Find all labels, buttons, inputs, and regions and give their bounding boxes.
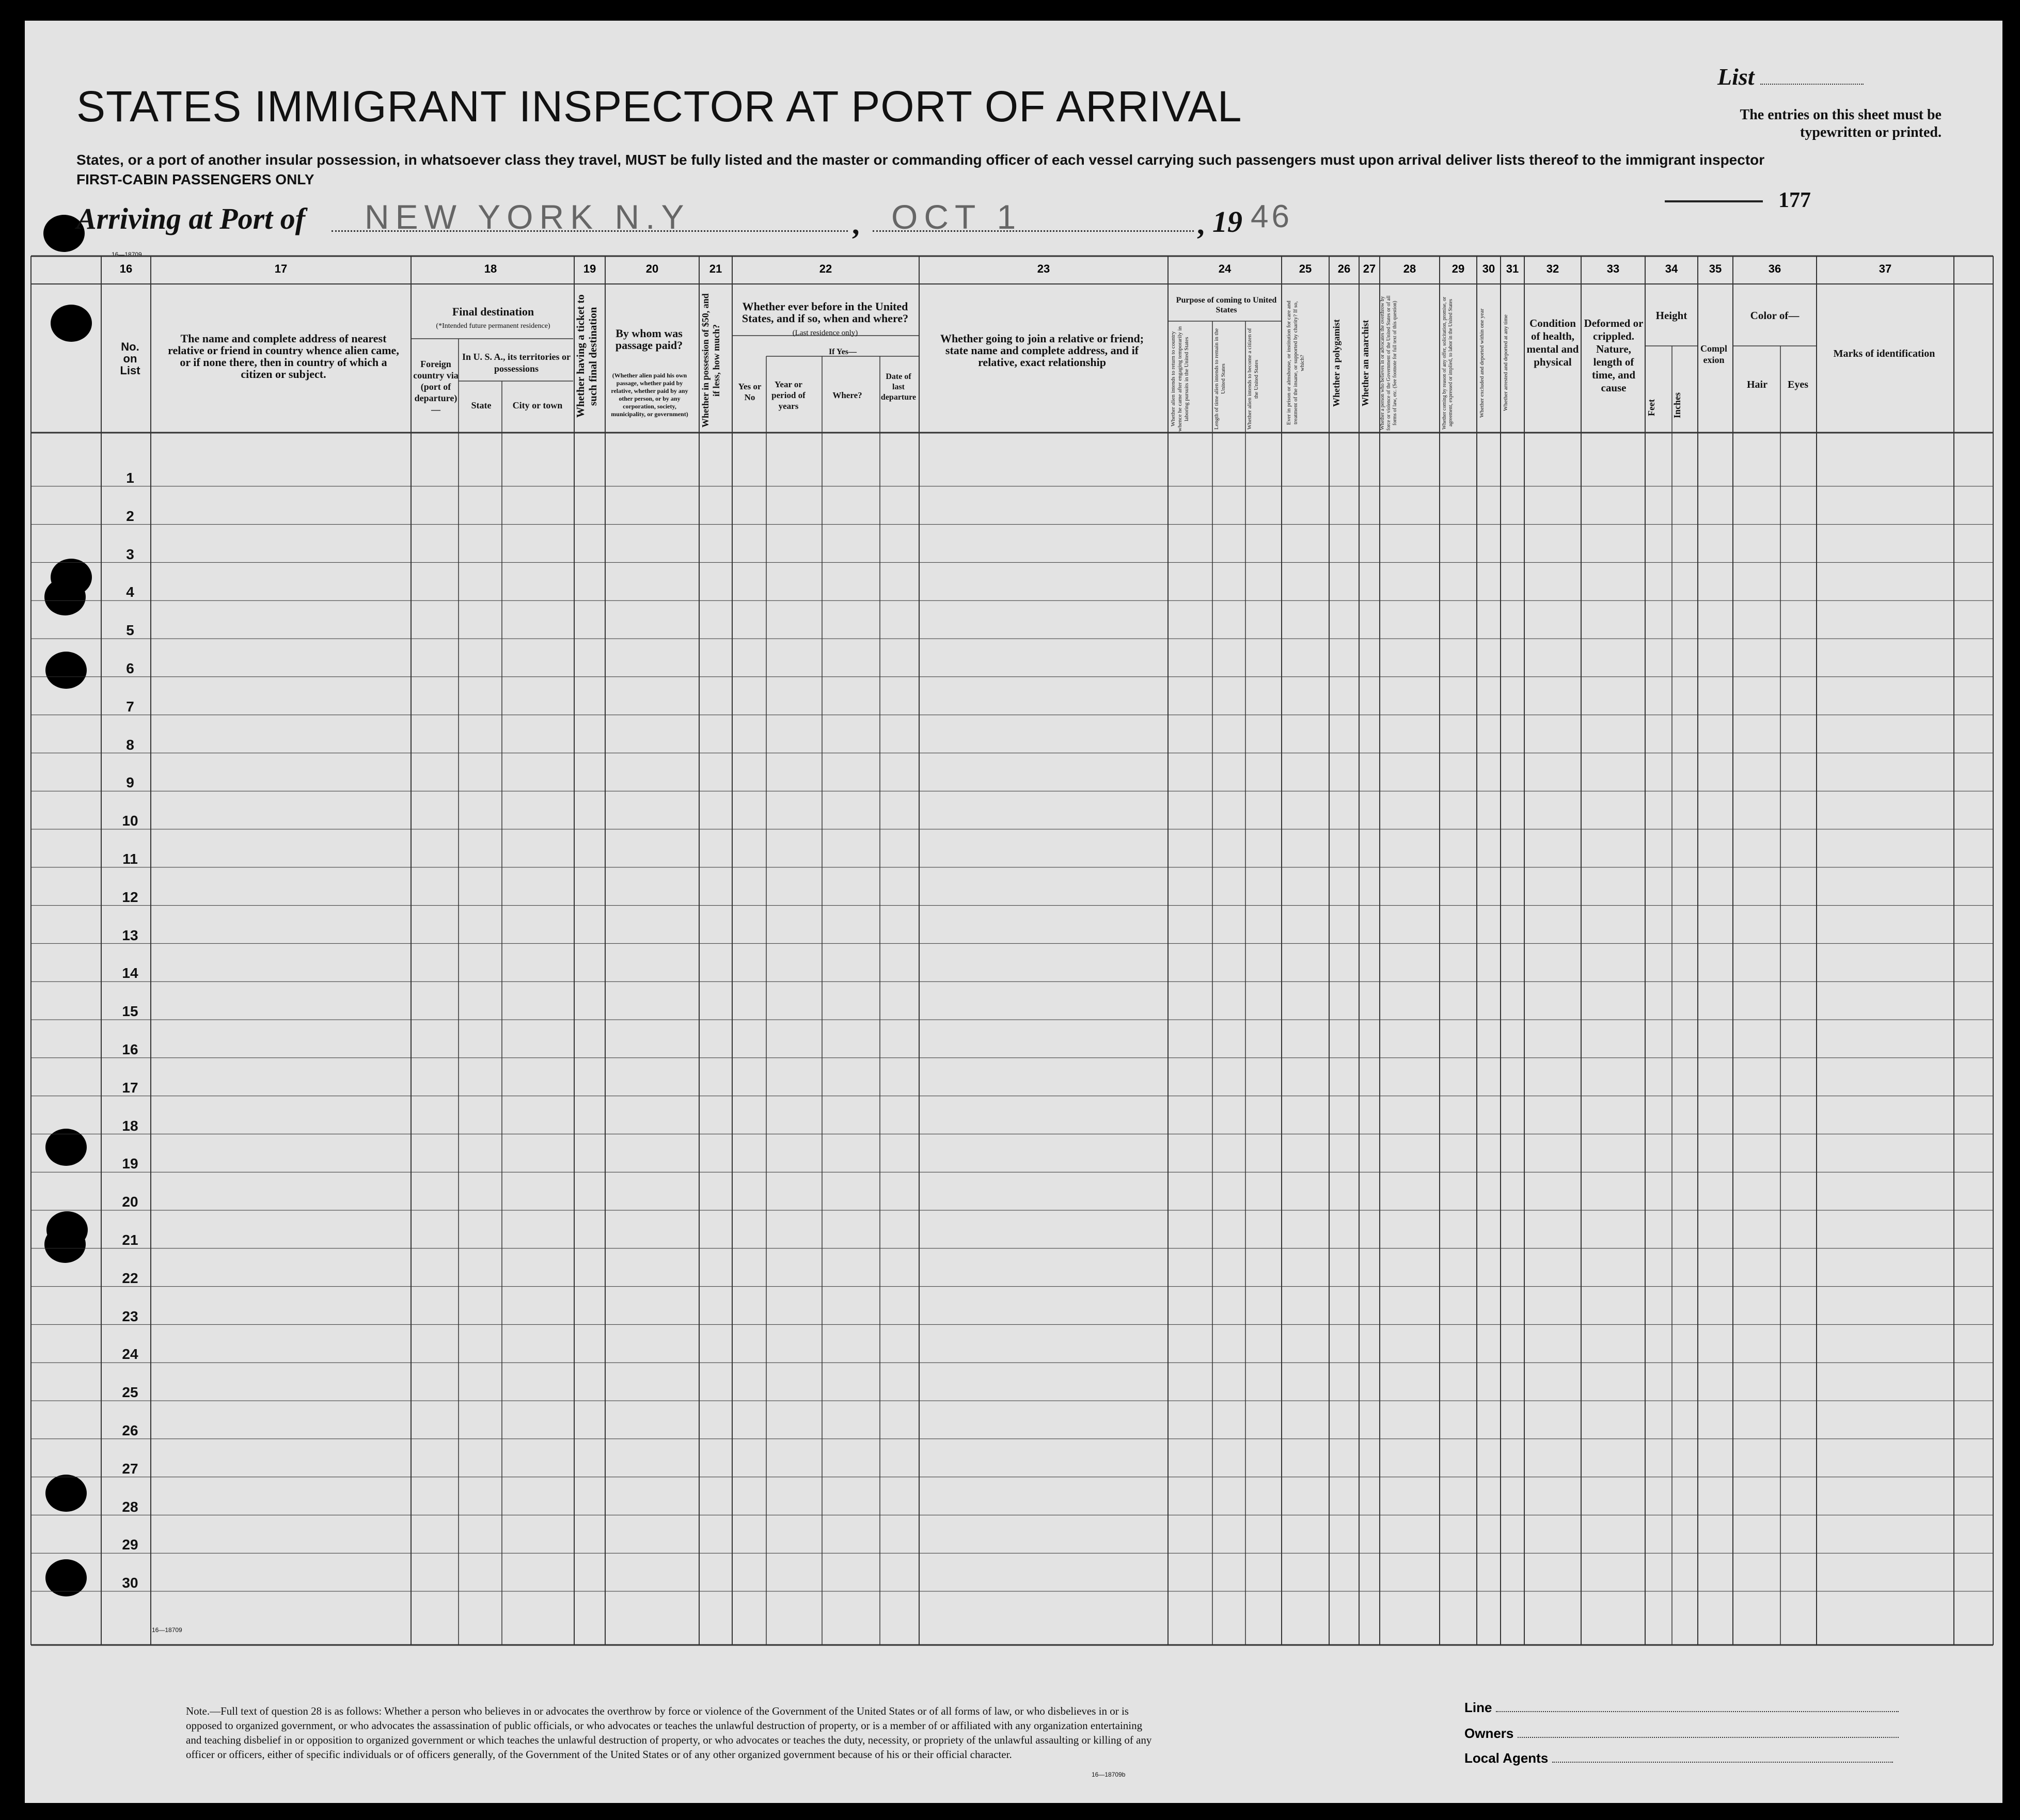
- col18-foreign: Foreign country via (port of departure)—: [413, 359, 459, 415]
- row-number: 12: [122, 889, 138, 905]
- row-number: 11: [122, 851, 138, 867]
- column-number: 21: [709, 262, 722, 275]
- row-number: 17: [122, 1079, 138, 1096]
- row-number: 1: [126, 470, 134, 486]
- column-number: 20: [645, 262, 659, 275]
- row-number: 20: [122, 1194, 138, 1210]
- col18-title: Final destination: [452, 305, 534, 318]
- row-number: 18: [122, 1117, 138, 1134]
- row-number: 15: [122, 1003, 138, 1020]
- row-number: 24: [122, 1346, 138, 1363]
- row-number: 7: [126, 698, 134, 715]
- col22-date: Date of last departure: [880, 372, 917, 402]
- row-number: 26: [122, 1422, 138, 1438]
- column-number: 35: [1709, 262, 1722, 275]
- col22-yesno: Yes or No: [738, 382, 762, 402]
- column-number: 16: [119, 262, 133, 275]
- col20-note: (Whether alien paid his own passage, whether paid by relative, whether paid by any other person, or by any corporation, society, municipality, or government): [611, 372, 688, 418]
- column-number: 32: [1546, 262, 1559, 275]
- col29-header: Whether coming by reason of any offer, solicitation, promise, or agreement, expressed or implied, to labor in the United States: [1442, 296, 1454, 430]
- col37-header: Marks of identification: [1833, 348, 1935, 359]
- col22-ifyes: If Yes—: [828, 347, 857, 356]
- row-number: 6: [126, 660, 134, 676]
- row-number: 22: [122, 1270, 138, 1286]
- col16-header: No. on List: [120, 340, 140, 377]
- row-number: 14: [122, 965, 138, 982]
- row-number: 30: [122, 1575, 138, 1591]
- col20-title: By whom was passage paid?: [615, 327, 683, 352]
- col27-header: Whether an anarchist: [1360, 320, 1370, 406]
- col24-length: Length of time alien intends to remain in the United States: [1213, 328, 1226, 430]
- col22-note: (Last residence only): [792, 329, 858, 337]
- column-number: 19: [583, 262, 596, 275]
- form-instructions: States, or a port of another insular possession, in whatsoever class they travel, MUST be fully listed and the master or commanding officer of each vessel carrying such passengers must upon arrival deliver lists thereof to the immigrant inspector: [76, 152, 1765, 168]
- col24-title: Purpose of coming to United States: [1176, 296, 1277, 314]
- column-number: 37: [1879, 262, 1892, 275]
- row-number: 19: [122, 1156, 138, 1172]
- column-number: 17: [274, 262, 288, 275]
- row-number: 27: [122, 1460, 138, 1477]
- col28-header: Whether a person who believes in or advocates the overthrow by force or violence of the Government of the United States or of all forms of law, etc. (See footnote for full text of this question): [1380, 295, 1398, 431]
- col22-title: Whether ever before in the United States, and if so, when and where?: [741, 300, 909, 325]
- note-form-number: 16—18709b: [1092, 1771, 1126, 1778]
- column-number: 30: [1482, 262, 1495, 275]
- table-form-number: 16—18709: [152, 1626, 182, 1634]
- col23-header: Whether going to join a relative or friend; state name and complete address, and if relative, exact relationship: [940, 332, 1144, 369]
- column-number: 34: [1665, 262, 1678, 275]
- row-number: 10: [122, 813, 138, 829]
- col18-state: State: [471, 400, 492, 410]
- col22-year: Year or period of years: [771, 379, 806, 411]
- col34-feet: Feet: [1646, 399, 1656, 417]
- form-title: STATES IMMIGRANT INSPECTOR AT PORT OF ARRIVAL: [76, 82, 1242, 131]
- col18-usa: In U. S. A., its territories or possessions: [462, 352, 571, 374]
- row-number: 28: [122, 1498, 138, 1515]
- col34-title: Height: [1655, 309, 1687, 322]
- column-number: 22: [819, 262, 832, 275]
- arriving-label: Arriving at Port of: [76, 202, 306, 235]
- column-number: 27: [1363, 262, 1376, 275]
- column-number: 29: [1451, 262, 1465, 275]
- row-number: 9: [126, 774, 134, 791]
- column-number: 33: [1606, 262, 1620, 275]
- sheet-number: 177: [1778, 188, 1811, 212]
- list-label: List: [1717, 63, 1864, 90]
- col19-header: Whether having a ticket to such final destination: [574, 294, 599, 418]
- col21-header: Whether in possession of $50, and if less, how much?: [700, 293, 721, 428]
- row-number: 8: [126, 736, 134, 753]
- comma: ,: [852, 207, 860, 241]
- column-number: 25: [1299, 262, 1312, 275]
- col35-header: Complexion: [1700, 343, 1727, 365]
- row-number: 13: [122, 927, 138, 943]
- col17-header: The name and complete address of nearest relative or friend in country whence alien came, or if none there, then in country of which a citizen or subject.: [168, 332, 399, 381]
- col36-title: Color of—: [1750, 309, 1800, 322]
- column-number: 28: [1403, 262, 1416, 275]
- question-28-note: Note.—Full text of question 28 is as follows: Whether a person who believes in or advocates the overthrow by force or violence of the Government of the United States or of all forms of law, or who disbelieves in or is opposed to organized government, or who advocates the assassination of public officials, or who advocates or teaches the unlawful destruction of property, or is a member of or affiliated with any organization entertaining and teaching disbelief in or opposition to organized government or which teaches the unlawful destruction of property, or who advocates or teaches the duty, necessity, or propriety of the unlawful assaulting or killing of any officer or officers, either of specific individuals or of officers generally, of the Government of the United States or of any other organized government because of his or their official character.: [186, 1705, 1152, 1761]
- col32-header: Condition of health, mental and physical: [1526, 317, 1579, 368]
- column-number: 26: [1337, 262, 1351, 275]
- col18-city: City or town: [512, 400, 563, 410]
- local-agents-field: Local Agents: [1464, 1750, 1893, 1766]
- passenger-class: FIRST-CABIN PASSENGERS ONLY: [76, 171, 314, 187]
- col33-header: Deformed or crippled. Nature, length of time, and cause: [1584, 317, 1644, 394]
- date-handwritten: OCT 1: [891, 198, 1022, 236]
- col24-citizen: Whether alien intends to become a citizen of the United States: [1246, 328, 1259, 430]
- row-number: 2: [126, 508, 134, 524]
- row-number: 5: [126, 622, 134, 639]
- comma: ,: [1197, 207, 1205, 241]
- owners-field: Owners: [1464, 1726, 1899, 1742]
- row-number: 3: [126, 546, 134, 562]
- col26-header: Whether a polygamist: [1331, 319, 1342, 407]
- row-number: 21: [122, 1232, 138, 1248]
- col34-inches: Inches: [1672, 392, 1682, 419]
- year-handwritten: 46: [1251, 199, 1292, 234]
- col18-note: (*Intended future permanent residence): [436, 322, 550, 330]
- col30-header: Whether excluded and deported within one year: [1479, 308, 1485, 418]
- form-number: 16—18709: [112, 251, 142, 258]
- port-handwritten: NEW YORK N.Y: [365, 198, 690, 236]
- column-number: 18: [484, 262, 497, 275]
- col25-header: Ever in prison or almshouse, or institution for care and treatment of the insane, or supported by charity? If so, which?: [1286, 300, 1305, 425]
- column-number: 23: [1037, 262, 1050, 275]
- col22-where: Where?: [832, 390, 862, 400]
- line-field: Line: [1464, 1700, 1899, 1716]
- column-number: 24: [1218, 262, 1232, 275]
- col36-hair: Hair: [1747, 379, 1768, 390]
- row-number: 4: [126, 584, 134, 600]
- column-number: 31: [1506, 262, 1519, 275]
- col31-header: Whether arrested and deported at any time: [1503, 314, 1509, 412]
- col36-eyes: Eyes: [1788, 379, 1808, 390]
- entries-note: The entries on this sheet must be typewritten or printed.: [1740, 107, 1942, 140]
- row-number: 16: [122, 1041, 138, 1057]
- year-printed: 19: [1212, 205, 1242, 239]
- row-number: 25: [122, 1384, 138, 1401]
- row-number: 23: [122, 1308, 138, 1324]
- col24-return: Whether alien intends to return to country whence he came after engaging temporarily in laboring pursuits in the United States: [1170, 326, 1190, 432]
- column-number: 36: [1768, 262, 1781, 275]
- row-number: 29: [122, 1537, 138, 1553]
